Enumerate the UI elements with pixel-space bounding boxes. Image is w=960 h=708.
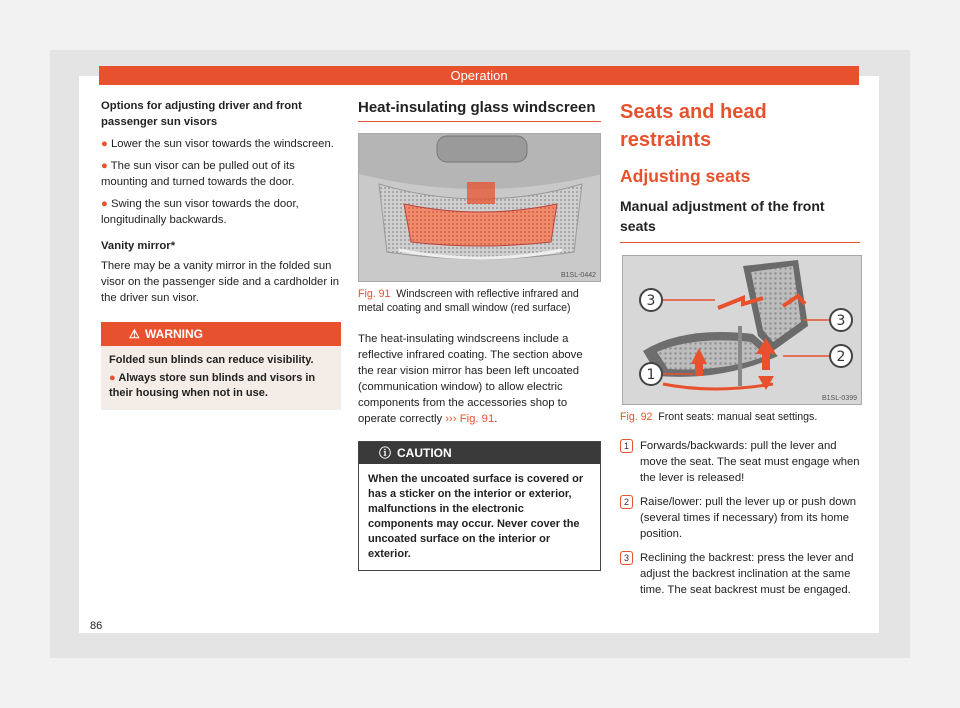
list-item-text: Lower the sun visor towards the windscreen. xyxy=(110,138,334,150)
figure-caption xyxy=(358,287,601,315)
vanity-mirror-text: There may be a vanity mirror in the folded sun visor on the passenger side and a cardholder in the driver sun visor. xyxy=(101,260,340,304)
caution-label: CAUTION xyxy=(397,446,452,460)
windscreen-figure xyxy=(358,133,601,282)
callout-3-top xyxy=(640,289,662,311)
page-number: 86 xyxy=(90,620,103,632)
bullet-icon: ● xyxy=(109,372,116,384)
seat-illustration xyxy=(623,256,861,404)
warning-label: WARNING xyxy=(145,327,203,341)
callout-3-right xyxy=(830,309,852,331)
callout-1 xyxy=(640,363,662,385)
seats-title: Seats and head restraints xyxy=(620,101,767,151)
caution-icon: ⓘ xyxy=(379,446,392,460)
warning-icon: ⚠ xyxy=(129,327,140,341)
warning-body xyxy=(101,346,341,410)
windscreen-body: The heat-insulating windscreens include a reflective infrared coating. The section above the rear vision mirror has been left uncoated (communication window) to allow electric components from the accessories shop to operate correctly ››› Fig. 91. xyxy=(358,333,583,425)
figure-caption-text: Windscreen with reflective infrared and metal coating and small window (red surface) xyxy=(358,288,579,314)
caution-box xyxy=(358,441,601,571)
figure-caption xyxy=(620,410,860,424)
caution-header xyxy=(359,442,600,464)
figure-number: Fig. 92 xyxy=(620,411,653,423)
figure-code: B1SL-0399 xyxy=(821,395,857,402)
list-item-text: Swing the sun visor towards the door, longitudinally backwards. xyxy=(101,198,299,226)
bullet-icon: ● xyxy=(101,138,108,150)
warning-text: Folded sun blinds can reduce visibility. xyxy=(109,354,314,366)
step-number: 3 xyxy=(620,551,633,565)
figure-caption-text: Front seats: manual seat settings. xyxy=(658,411,818,423)
list-item xyxy=(620,438,860,486)
column-seats xyxy=(620,98,860,606)
bullet-icon: ● xyxy=(101,198,108,210)
step-text: Forwards/backwards: pull the lever and move the seat. The seat must engage when the lever is released! xyxy=(640,440,860,484)
adjusting-seats-title: Adjusting seats xyxy=(620,166,751,186)
caution-body xyxy=(359,464,600,570)
steps-list xyxy=(620,438,860,598)
svg-text:1: 1 xyxy=(646,367,656,383)
list-item xyxy=(620,550,860,598)
list-item-text: The sun visor can be pulled out of its mounting and turned towards the door. xyxy=(101,160,295,188)
windscreen-body-text: The heat-insulating windscreens include a reflective infrared coating. The section above the rear vision mirror has been left uncoated (communication window) to allow electric components from the accessories shop to operate correctly xyxy=(358,333,583,425)
figure-code: B1SL-0442 xyxy=(560,272,596,279)
section-header: Operation xyxy=(99,66,859,85)
warning-box xyxy=(101,322,341,410)
column-windscreen xyxy=(358,98,601,571)
svg-text:3: 3 xyxy=(646,293,656,309)
caution-text: When the uncoated surface is covered or has a sticker on the interior or exterior, malfunctions in the electronic components may occur. Never cover the uncoated surface on the interior or exterior. xyxy=(368,473,584,560)
step-number: 2 xyxy=(620,495,633,509)
windscreen-heading: Heat-insulating glass windscreen xyxy=(358,98,601,122)
svg-text:3: 3 xyxy=(836,313,846,329)
step-number: 1 xyxy=(620,439,633,453)
windscreen-illustration xyxy=(359,134,601,281)
warning-bullet-text: Always store sun blinds and visors in their housing when not in use. xyxy=(109,372,316,399)
column-sun-visors xyxy=(101,98,341,410)
svg-text:2: 2 xyxy=(836,349,846,365)
vanity-mirror-title: Vanity mirror* xyxy=(101,240,176,252)
step-text: Raise/lower: pull the lever up or push down (several times if necessary) from its home position. xyxy=(640,496,857,540)
seat-figure xyxy=(622,255,862,405)
list-item xyxy=(101,136,341,152)
list-item xyxy=(101,196,341,228)
figure-link[interactable]: ››› Fig. 91 xyxy=(445,413,495,425)
list-item xyxy=(620,494,860,542)
bullet-icon: ● xyxy=(101,160,108,172)
callout-2 xyxy=(830,345,852,367)
warning-header xyxy=(101,322,341,346)
sun-visor-heading: Options for adjusting driver and front passenger sun visors xyxy=(101,100,302,128)
warning-bullet xyxy=(109,371,333,401)
step-text: Reclining the backrest: press the lever and adjust the backrest inclination at the same time. The seat backrest must be engaged. xyxy=(640,552,854,596)
list-item xyxy=(101,158,341,190)
manual-adjustment-title: Manual adjustment of the front seats xyxy=(620,196,860,243)
figure-number: Fig. 91 xyxy=(358,288,391,300)
